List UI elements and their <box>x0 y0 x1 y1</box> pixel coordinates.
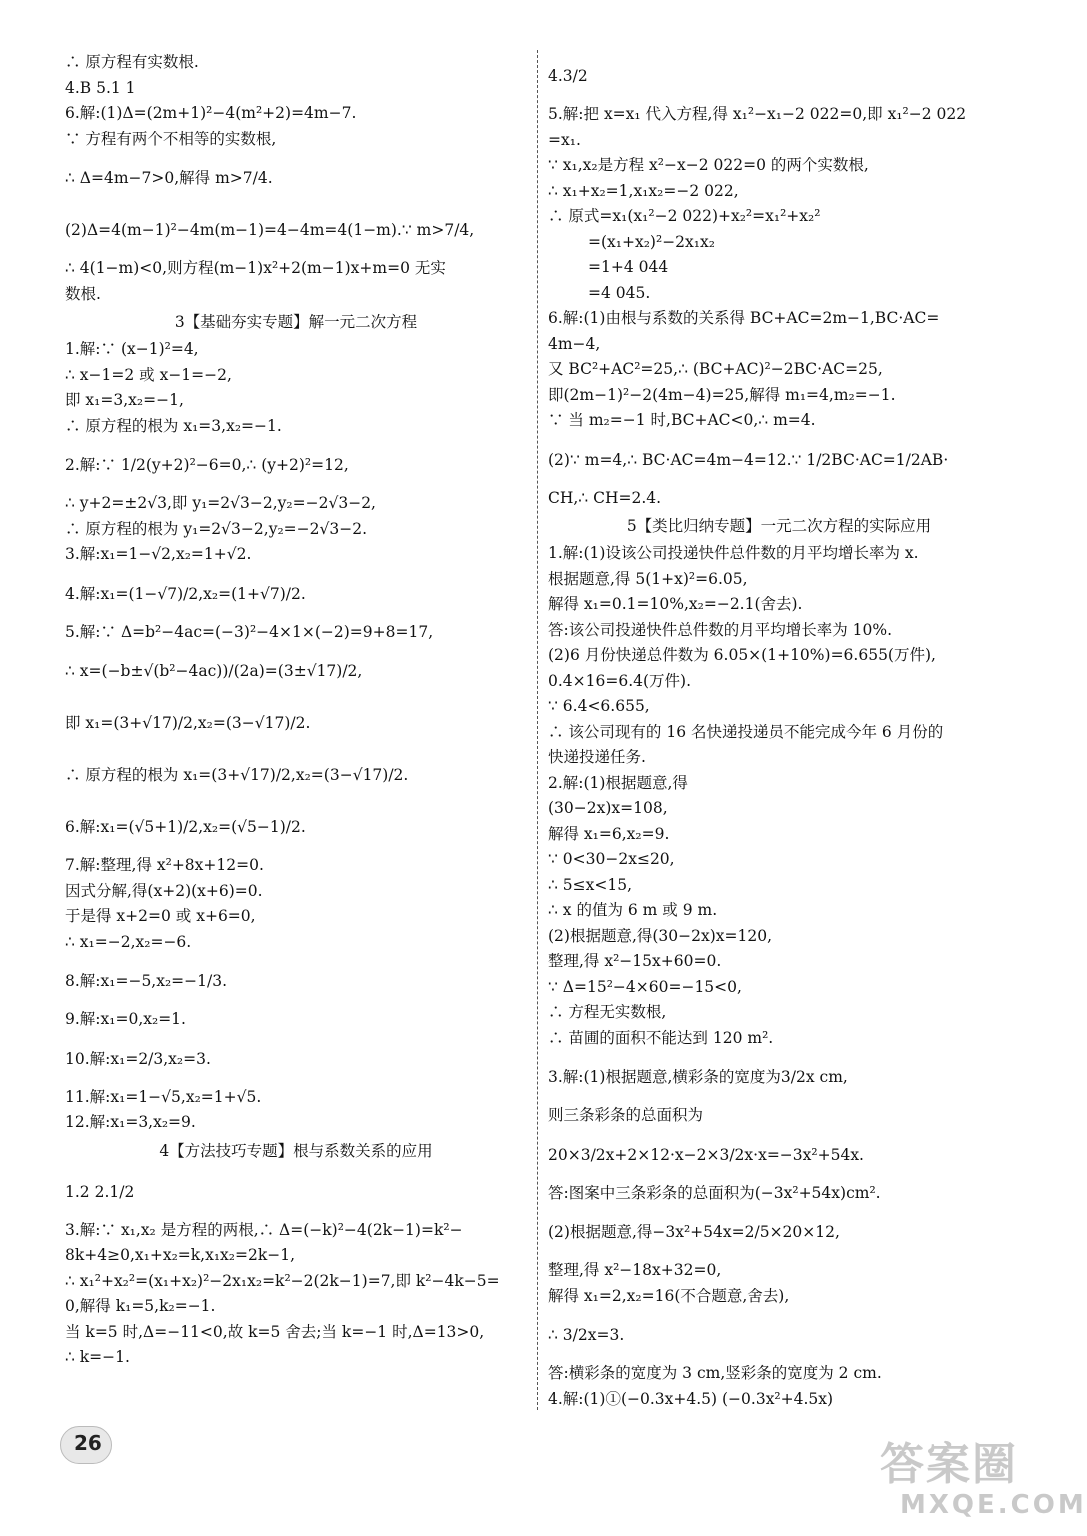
text-line: 即(2m−1)²−2(4m−4)=25,解得 m₁=4,m₂=−1. <box>548 385 896 404</box>
page-number-badge <box>40 1418 112 1468</box>
text-line: 4.B 5.1 1 <box>65 78 136 97</box>
text-line: 3.解:∵ x₁,x₂ 是方程的两根,∴ Δ=(−k)²−4(2k−1)=k²− <box>65 1220 463 1239</box>
text-line: 3.解:x₁=1−√2,x₂=1+√2. <box>65 545 252 563</box>
text-line: 4.3/2 <box>548 67 588 85</box>
text-line: (2)∵ m=4,∴ BC·AC=4m−4=12.∵ 1/2BC·AC=1/2AB· <box>548 450 949 469</box>
text-line: 1.解:(1)设该公司投递快件总件数的月平均增长率为 x. <box>548 544 919 562</box>
text-line: ∵ 0<30−2x≤20, <box>548 850 675 868</box>
section-heading: 4【方法技巧专题】根与系数关系的应用 <box>159 1141 433 1160</box>
text-line: 整理,得 x²−18x+32=0, <box>548 1261 722 1279</box>
text-line: 3.解:(1)根据题意,横彩条的宽度为3/2x cm, <box>548 1068 848 1086</box>
text-line: ∴ 方程无实数根, <box>548 1003 667 1021</box>
text-line: 解得 x₁=2,x₂=16(不合题意,舍去), <box>548 1286 790 1305</box>
text-line: 8.解:x₁=−5,x₂=−1/3. <box>65 972 228 990</box>
text-line: 2.解:∵ 1/2(y+2)²−6=0,∴ (y+2)²=12, <box>65 456 349 474</box>
text-line: 1.2 2.1/2 <box>65 1182 135 1201</box>
text-line: 5.解:∵ Δ=b²−4ac=(−3)²−4×1×(−2)=9+8=17, <box>65 622 434 641</box>
text-line: 0,解得 k₁=5,k₂=−1. <box>65 1297 216 1315</box>
page-number: 26 <box>74 1431 102 1455</box>
text-line: 8k+4≥0,x₁+x₂=k,x₁x₂=2k−1, <box>65 1246 296 1264</box>
text-line: =x₁. <box>548 130 581 149</box>
text-line: 4.解:x₁=(1−√7)/2,x₂=(1+√7)/2. <box>65 584 306 603</box>
text-line: ∵ Δ=15²−4×60=−15<0, <box>548 977 742 996</box>
text-line: 又 BC²+AC²=25,∴ (BC+AC)²−2BC·AC=25, <box>548 360 883 378</box>
text-line: 6.解:(1)由根与系数的关系得 BC+AC=2m−1,BC·AC= <box>548 309 940 327</box>
text-line: ∵ 6.4<6.655, <box>548 697 650 715</box>
text-line: (2)根据题意,得(30−2x)x=120, <box>548 926 773 945</box>
text-line: 2.解:(1)根据题意,得 <box>548 773 688 792</box>
text-line: ∴ 原式=x₁(x₁²−2 022)+x₂²=x₁²+x₂² <box>548 207 821 225</box>
watermark-line1: 答案圈 <box>880 1439 1018 1490</box>
text-line: ∴ x=(−b±√(b²−4ac))/(2a)=(3±√17)/2, <box>65 662 363 680</box>
text-line: ∴ 5≤x<15, <box>548 875 633 894</box>
text-line: CH,∴ CH=2.4. <box>548 488 662 507</box>
text-line: ∴ 苗圃的面积不能达到 120 m². <box>548 1028 774 1047</box>
section-heading: 5【类比归纳专题】一元二次方程的实际应用 <box>626 517 932 535</box>
text-line: 数根. <box>65 284 101 303</box>
text-line: ∴ Δ=4m−7>0,解得 m>7/4. <box>65 169 273 187</box>
column-divider <box>537 50 538 1410</box>
text-line: ∴ 原方程的根为 y₁=2√3−2,y₂=−2√3−2. <box>65 519 368 538</box>
left-column <box>65 50 527 1371</box>
text-line: =(x₁+x₂)²−2x₁x₂ <box>588 232 715 251</box>
text-line: 6.解:(1)Δ=(2m+1)²−4(m²+2)=4m−7. <box>65 104 357 122</box>
text-line: ∴ 4(1−m)<0,则方程(m−1)x²+2(m−1)x+m=0 无实 <box>65 259 446 277</box>
text-line: 则三条彩条的总面积为 <box>548 1106 704 1124</box>
text-line: 4.解:(1)①(−0.3x+4.5) (−0.3x²+4.5x) <box>548 1389 834 1408</box>
text-line: ∴ 原方程的根为 x₁=(3+√17)/2,x₂=(3−√17)/2. <box>65 766 409 784</box>
text-line: ∴ y+2=±2√3,即 y₁=2√3−2,y₂=−2√3−2, <box>65 494 376 512</box>
text-line: 5.解:把 x=x₁ 代入方程,得 x₁²−x₁−2 022=0,即 x₁²−2 022 <box>548 105 967 123</box>
text-line: 即 x₁=(3+√17)/2,x₂=(3−√17)/2. <box>65 714 311 732</box>
right-column <box>548 50 1010 1412</box>
text-line: ∴ x₁=−2,x₂=−6. <box>65 932 192 951</box>
section-heading: 3【基础夯实专题】解一元二次方程 <box>174 313 418 331</box>
text-line: 答:该公司投递快件总件数的月平均增长率为 10%. <box>548 620 893 639</box>
text-line: 整理,得 x²−15x+60=0. <box>548 952 722 970</box>
text-line: ∴ x 的值为 6 m 或 9 m. <box>548 901 718 919</box>
text-line: ∴ x₁+x₂=1,x₁x₂=−2 022, <box>548 181 739 200</box>
text-line: 解得 x₁=6,x₂=9. <box>548 824 670 843</box>
text-line: (30−2x)x=108, <box>548 799 668 817</box>
text-line: 9.解:x₁=0,x₂=1. <box>65 1010 186 1028</box>
text-line: ∵ x₁,x₂是方程 x²−x−2 022=0 的两个实数根, <box>548 156 869 174</box>
text-line: 11.解:x₁=1−√5,x₂=1+√5. <box>65 1087 262 1106</box>
text-line: (2)根据题意,得−3x²+54x=2/5×20×12, <box>548 1223 840 1241</box>
text-line: ∴ x−1=2 或 x−1=−2, <box>65 365 232 384</box>
text-line: ∴ 该公司现有的 16 名快递投递员不能完成今年 6 月份的 <box>548 722 944 741</box>
text-line: 4m−4, <box>548 334 601 353</box>
text-line: 7.解:整理,得 x²+8x+12=0. <box>65 856 264 874</box>
text-line: 12.解:x₁=3,x₂=9. <box>65 1113 196 1131</box>
text-line: ∴ 3/2x=3. <box>548 1326 625 1344</box>
text-line: ∴ 原方程有实数根. <box>65 53 199 71</box>
text-line: 即 x₁=3,x₂=−1, <box>65 391 184 409</box>
text-line: 答:图案中三条彩条的总面积为(−3x²+54x)cm². <box>548 1183 881 1202</box>
text-line: ∵ 方程有两个不相等的实数根, <box>65 129 277 148</box>
text-line: 解得 x₁=0.1=10%,x₂=−2.1(舍去). <box>548 595 803 613</box>
text-line: ∵ 当 m₂=−1 时,BC+AC<0,∴ m=4. <box>548 411 816 429</box>
text-line: 0.4×16=6.4(万件). <box>548 671 692 690</box>
text-line: 于是得 x+2=0 或 x+6=0, <box>65 907 256 925</box>
text-line: 6.解:x₁=(√5+1)/2,x₂=(√5−1)/2. <box>65 818 306 836</box>
watermark-logo <box>880 1439 1087 1530</box>
watermark-line2: MXQE.COM <box>900 1490 1087 1520</box>
text-line: ∴ 原方程的根为 x₁=3,x₂=−1. <box>65 416 282 435</box>
text-line: 当 k=5 时,Δ=−11<0,故 k=5 舍去;当 k=−1 时,Δ=13>0, <box>65 1322 485 1341</box>
text-line: 因式分解,得(x+2)(x+6)=0. <box>65 881 263 900</box>
text-line: 20×3/2x+2×12·x−2×3/2x·x=−3x²+54x. <box>548 1145 864 1164</box>
text-line: (2)Δ=4(m−1)²−4m(m−1)=4−4m=4(1−m).∵ m>7/4, <box>65 221 475 239</box>
text-line: 快递投递任务. <box>548 748 646 766</box>
text-line: (2)6 月份快递总件数为 6.05×(1+10%)=6.655(万件), <box>548 646 936 664</box>
text-line: 答:横彩条的宽度为 3 cm,竖彩条的宽度为 2 cm. <box>548 1364 882 1382</box>
text-line: 根据题意,得 5(1+x)²=6.05, <box>548 569 748 588</box>
text-line: 1.解:∵ (x−1)²=4, <box>65 340 199 358</box>
text-line: =1+4 044 <box>588 258 669 276</box>
text-line: 10.解:x₁=2/3,x₂=3. <box>65 1049 211 1068</box>
text-line: ∴ x₁²+x₂²=(x₁+x₂)²−2x₁x₂=k²−2(2k−1)=7,即 k²−4k−5= <box>65 1271 500 1290</box>
text-line: ∴ k=−1. <box>65 1348 130 1366</box>
text-line: =4 045. <box>588 283 651 302</box>
